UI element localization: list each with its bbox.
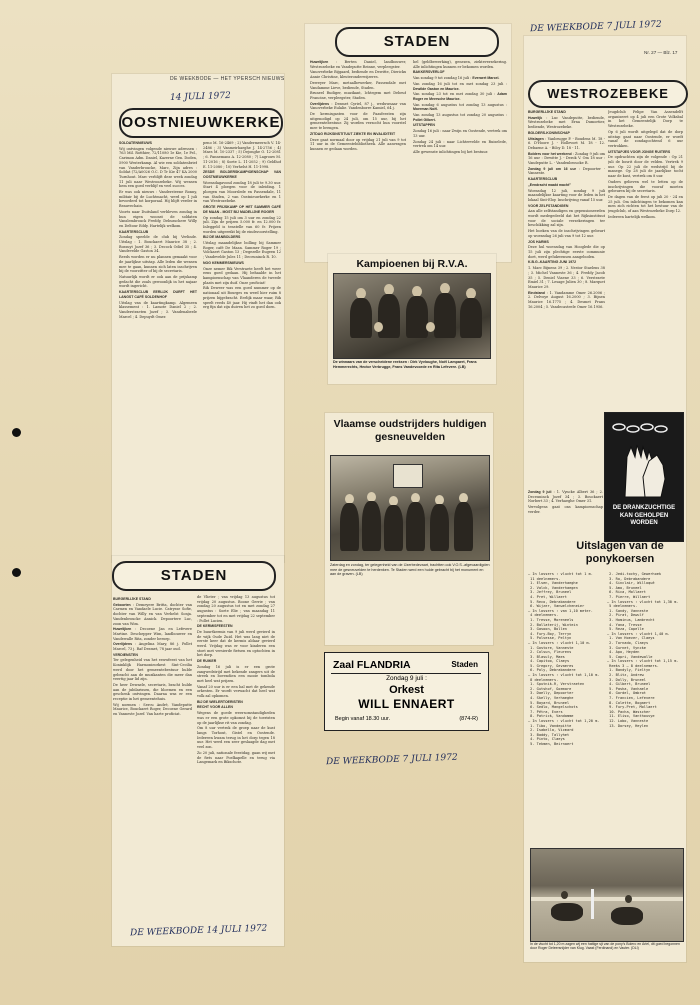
section-westrozebeke: WESTROZEBEKE [528,80,688,108]
rva-photo [333,273,491,359]
ad-town: Staden [451,660,478,669]
ponykoersen-photo [530,848,684,942]
header-left: DE WEEKBODE — HET YPERSCH NIEUWS [170,76,285,82]
advertisement-zaal-flandria [324,652,489,731]
article-westrozebeke-col1: BURGERLIJKE STAND Huwelijk : Luc Vandeputte, bediende, Westrozebeke met Erna Dumortier, bediende, Westrozebeke. BOLDERS-KONINSCHAP Uitslagen : Vanbrugge P. - Boudens M. 18 - 6. D'Hoore J. - Hollevoet M. 18 - 12. Debaene A. - Bilcy D. 18 - 11. Bolders voor het weekend : Zondag 9 juli om 16 uur : Dewitte J. - Derok V. Om 18 uur : Vandeputte L. - Vandenbroucke R. Zondag 9 juli om 16 uur : Depoorter - Vanneste. KAARTERSCLUB „Eendracht maakt macht” Woensdag 12 juli, zondag 9 juli maandelijkse kaarting voor de leden in het lokaal Sint-Eloy. Inschrijving vanaf 15 uur. VOOR ZELFSTANDIGEN Aan alle zelfstandigen en gepensioneerden wordt medegedeeld dat het Rijksinstituut voor de sociale verzekeringen ter beschikking zal zijn. Het boeken van de inschrijvingen gebeurt op woensdag 26 juli van 9 tot 12 uur. JOS HARMS Deze hul woensdag van Hooglede die op 15 juli zijn plechtige eerste communie doet, werd gelukwensen aangeboden. K.B.G.-KAARTING JUNI 1972 1. Marc Bijnens 39 ; 2. Nestor Staelens 38 ; 3. Michel Vanneste 36 ; 4. Freddy Jacob 35 ; 5. Deniel Viaene 33 ; 6. Verstraete Emiel 31 ; 7. Lesage Julien 30 ; 8. Marquet Maurice 29. Eindstand : 1. Vandamme Omer 26.2006 ; 2. Delvoye August 16.2000 ; 3. Bijnen Maurice 16.1775 ; 4. Desmet Frans 16.2004 ; 5. Vandecasteele Omer 16.1956. [528,110,605,309]
binder-hole-top [12,428,21,437]
ad-begin: Begin vanaf 18.30 uur. [335,716,391,722]
rva-photo-caption: De winnaars van de verscheidene reeksen : Dirk Vyvloughe, Noël Lampaert, Frans Hemmerechts, Hector Verbrugge, Frans Vandevoorde en Rita Lefevere. (LB) [333,360,477,369]
ponykoersen-results-col1: — In lossers : vlucht tot 1 m. 11 deelnemers. 1. Elsen, Vanderhaeghe 2. Valck, Vanderhaegen 3. Jeffrey, Bruneel 4. Pret, Willaert 5. Reco, Debrabandere 6. Wijzer, Vanwelcheneier — In lossers : van 1,10 meter. 4 deelnemers. 1. Tresse, Moreneels 2. Ballaterij, Wintein 3. Gasoon, Bollen 4. Fury-Boy, Terryn 5. Polvesse, Peltyn — In lossers : vlucht 1,10 m. 1. Gostore, Vanneste 2. Colsun, Fleurens 3. Blasuly, Maes 4. Capitoo, Claeys 5. Gregory, Gevaeres 6. Poly, Debrabandere — In lossers : vlucht tot 1,10 m. 8 deelnemers. 1. Sputnik-R, Verstraeten 2. Gutshof, Goemare 3. Daelly, Depoorter 4. Skelly, Verhaeghe 5. Bayard, Bruneel 6. Sedlo, Mangelschots 7. Pétra, Evers 8. Patrick, Vandamme — In lossers : vlucht tot 1,20 m. 1. Tibo, Vandepitte 2. Isabella, Vicmard 3. Baddy, Tallyhet 4. Pinto, Claeys 5. Tekmen, Beirnaert [528,572,600,746]
ad-venue: Zaal FLANDRIA [333,659,411,671]
article-staden-bottom-col1: BURGERLIJKE STAND Geboorten : Demeyere Britta, dochter van Carmen en Vandaele Lucie. Catrysse Sofie, dochter van Willy en van Verhelst Sonja. Vandenbroucke Annick. Depoortere Luc, zoon van Wim. Huwelijken : Decoene Jan en Lefevere Martine. Deschepper Wim, landbouwer en Vandewalle Rita, zonder beroep. Overlijdens : Angelina Mary, 86 j. Pollet Marcel, 73 j. Raf Desmet, 78 jaar oud. VERDIENSTEN Ter gelegenheid van het eeuwfeest van het Koninklijk Harmonieorkest Sint-Cecilia werd door het gemeentebestuur hulde gebracht aan de muzikanten die meer dan veertig jaar lid zijn. De heer Dewaele, secretaris, bracht hulde aan de jubilarissen, die bloemen en een geschenk ontvingen. Daarna was er een receptie in het gemeentehuis. Wij noemen : Sercu André, Vandeputte Maurice, Bouckaert Roger, Decoene Gerard en Vanneste Jozef. Van harte proficiat. [113,597,192,717]
ad-ref: (874-R) [459,716,478,722]
article-staden-bottom-col2: de Vlieter ; van vrijdag 13 augustus tot vrijdag 20 augustus. Boone Gerrie ; van zondag 20 augustus tot en met zondag 27 augustus : Soete Elie ; van maandag 11 september tot en met vrijdag 22 september : Pollet Lucien. DE KERMISFEESTEN De buurtkermis van 9 juli werd gevierd in de wijk Oude Zuid. Het was lang niet de eerste keer dat de kermis aldaar gevierd werd. Vrijdag was er voor kinderen een stoet met versierde fietsen en optochten in het dorp. DE RUIKER Zondag 16 juli is er een grote zangwedstrijd met bekende zangers uit de streek en bovendien een mooie tombola met heel wat prijzen. Vanaf 20 uur is er een bal met de gekende orkesten. Er wordt verwacht dat heel wat volk zal opkomen. BIJ DE WIELERTOERISTEN RECHT VOOR ALLEN Wegens de goede weersomstandigheden was er een grote opkomst bij de toeristen op de jaarlijkse rit van zondag. Om 8 uur vertrok de groep naar de kust langs Torhout, Gistel en Oostende. Iedereen kwam terug in het dorp tegen 18 uur. Het werd een zeer geslaagde dag met veel zon. Zo 20 juli, nationale feestdag, gaan wij met de fiets naar Poelkapelle en terug via Langemark en Bikschote. [197,595,275,765]
ad-date: Zondag 9 juli : [386,675,427,682]
article-westrozebeke-col1-cont: Zondag 9 juli : 1. Vyncke Albert 36 ; 2. Deceuninck Jozef 34 ; 3. Bouckaert Norbert 33 ; 4. Verhaeghe Omer 31. Vervolgens gaat ons kampioenschap verder. [528,490,603,514]
ad-act-label: Orkest [389,684,424,696]
vlaamse-photo-caption: Zaterdag en zondag, ter gelegenheid van de IJzerbedevaart, trachtten ook V.O.S.-afgevaardigden mee de gesneuvelden te herdenken. Te Staden werd een hulde gebracht bij het monument en aan de graven. (LB) [330,563,490,577]
ponykoersen-results-col2: 2. Jedi-tochy, Gewerhoek 3. Ro, Debrabandere 4. Sinclair, Willoqué 5. Amo, Bruneel 6. Rica, Mollaert 7. Pierre, Willaert — In lossers : vlucht tot 1,30 m. 5 deelnemers. 1. Sandy, Vanneste 2. Pirat, Dewulf 3. Hominus, Lambrecht 4. Yana, Tresse 5. Reza, Capelle — In lossers : vlucht 1,40 m. 1. Van Hoever, Claeys 2. Tornado, Claeys 3. Gurnet, Vyncke 4. Apo, Heyden 5. Capri, Vandewalle — In lossers : vlucht tot 1,15 m. Reeks 3 — 8 deelnemers. 1. Bandyly, Fieltyn 2. Blitz, Andrew 3. Dolly, Bruneel 4. Gilbert, Bruneel 5. Pasha, Vanhaele 6. Gordel, Ombrot 7. Francien, Lefevere 8. Colette, Bogaert 9. Fury-Pret, Mollaert 10. Pacha, Wasscher 11. Eliso, Vanthouvye 12. Lobo, Vanneste 13. Dorsey, Heylen [607,572,679,728]
article-oostnieuwkerke-col2: peno M. 16-2469 ; 2) Vandermeersch V. 14-2486 ; 3) Vanmeirhaeghe J. 14-2756 ; 4) Maes M. 10-2337 ; 5) Dejonghe O. 12-2081 ; 6. Pannemans A. 12-2080 ; 7) Lagrouw M. 11-2016 ; 8) Soete L. 11-2052 ; 9) Geldhof E. 11-2080 ; 10) Verhelst H. 11-1998. ZESDE BOLDERSKAMPIOENSCHAP VAN OOSTNIEUWKERKE Woensdagavond zondag 18 juli te 9.30 uur. Start 4 ploegen voor de inleiding. 1 ploegen van Moorslede en Passendale, 11 van Staden, 2 van Oostnieuwkerke en 1 van Westrozebeke. GROTE PRIJSKAMP OP HET SAMMER CAFÉ DE MAAN - MOST BIJ MADELIJNE ROGER Op zondag 15 juli om 3 uur en zondag 22 juli. Zijn de prijzen 5.000 fr. en 12.000 fr. Inleggeld is tenstelle van 60 fr. Prijzen worden uitgereikt bij de eindsvoorstelling. BIJ DE MANBOLDERS Uitslag maandelijkse bolling bij Sammer Roger, café De Maan. Sammer Roger 19 ; Volckaert Gaston 13 ; Degezelle Eugeen 12 ; Vandevelde Jules 11 ; Deceuninck R. 10. NOG KEMMERSNIEUWS Onze nemer Rik Verstraete heeft het weer eens goed gedaan. Hij behaalde in het kampioenschap van Vlaanderen de tweede plaats met zijn duif. Onze proficiat! Rik Deweer was een goed nummer op de nationaal uit Bourges en werd hier ruim 8 prijzen bijgebracht. Eerlijk maar waar, Rik speelt reeds 40 jaar. Hij vindt het dan ook erg fijn dat zijn duiven het zo goed doen. [203,141,281,310]
handwritten-date-mid: DE WEEKBODE 7 JULI 1972 [325,752,458,768]
ad-act-name: WILL ENNAERT [358,697,455,711]
article-staden-top-col1: Huwelijken : Berten Daniel, landbouwer, Westrozebeke en Vandeputte Reinne, verpleegster. Vanoverbeke Bijgaard, bediende en Dewitte, Dierickx Annie Christine, kleuteronderwijzeres. Deweyer Marc, metaalbewerker, Passendale met Vandamme Lieve, bediende, Staden. Bruneel Rudiger, muzikant, Ichtegem met Debeuf Francine, verpleegster, Staden. Overlijdens : Desmet Cyriel, 87 j., weduwnaar van Vanoverbeke Eulalie. Vandenborre Kamiel, 64 j. De kermisgasten voor de Paasfeesten zijn uitgenodigd op 24 juli, om 15 uur, bij het gemeentebestuur. Zij worden verzocht hun voorstel mee te brengen. ZITDAG RIJKSINSTITUUT ZIEKTE EN INVALIDITEIT Deze gaat normaal door op vrijdag 21 juli van 9 tot 11 uur in de Gemeentebibliotheek. Alle aanvragen kunnen er gedaan worden. [310,60,406,151]
handwritten-date-bottom: DE WEEKBODE 14 JULI 1972 [129,923,268,939]
ponykoersen-title: Uitslagen van de ponykoersen [576,540,664,565]
vlaamse-photo-title: Vlaamse oudstrijders huldigen gesneuvelden [333,418,487,443]
advertisement-drankzuchtige [604,412,684,542]
section-staden-bottom: STADEN [112,561,276,591]
rva-photo-title: Kampioenen bij R.V.A. [356,258,468,270]
article-oostnieuwkerke-col1: SOLDATENNIEUWS Wij ontvingen volgende nieuwe adressen : 763 Mil. Rotthier, 72/11080 1e Kie, 1e Pel., Carimon Adm. Daniel, Kazerne Gen. Doden, 5900 Westerkamp. Al wie een soldatenbrief van Vanderbroucke, Marc, Zijn adres : Soldat (72/A0026 O.C. D Tr Kie 47 KA 2000 Turnhout. Marc verblijft deze week zondag 11 juli naar Westroozebeke. Wij wensen hem een goed verblijf en veel succes. Er was ook nieuws : Vandersteene Ronny, militair bij de Luchtmacht, werd op 1 juli bevorderd tot korporaal. Hij blijft verder in Beauvechain. Voorts naar Duitsland verbleven zondag in hun eigen woonst de soldaten Vanslembrouck Freddy, Debusschere Willy en Deltour Eddy. Hartelijk welkom. KAARTERSCLUB Zondag speelde de club bij Verlinde. Uitslag : 1. Bouckaert Maurice 38 ; 2. Bossuyt Jozef 36 ; 3. Decock Odiel 35 ; 4. Vandevelde Gaston 34. Reeds worden er nu plannen gemaakt voor de jaarlijkse uitstap. Alle leden die wensen mee te gaan, kunnen zich laten inschrijven bij de voorzitter of bij de secretaris. Natuurlijk wordt er ook aan de prijskamp gedacht die zoals gewoonlijk in het najaar wordt ingericht. KAARTERSCLUB EERLIJK DURFT HET LANGST CAFÉ SOLDENHOF Uitslag van de kaartingkamp. Algemeen klassement : 1. Lamote Daniel 2 ; 2. Vanderstraeten Jozef ; 3. Vandenabeele Marcel ; 4. Depuydt Omer. [119,141,197,319]
ponykoersen-photo-caption: In de vlucht tot 1,20 m zagen wij een hattige sjt van de pony’s Bolero en Ariel, dit goed begonnen door Roger Deleersnijder van Klug. Vaast (Ferdinand) en Vauter. (DLI) [530,942,680,951]
article-westrozebeke-col2: Jeugdclub Felipe Van Assendelft organiseert op 4 juli een Grote Volksbal in het Gemeentelijk Dorp te Westrozebeke. Op 6 juli wordt uitgelegd dat de dorp uitstap gaat naar Oostende, er wordt vanaf de zondagochtend 6 uur vertrokken. UITSTAPJES VOOR JONGE RUITERS De opdrachten zijn de volgende : Op 21 juli de bosrit door de velden. Vertrek 9 uur. Op 22 juli de wedstrijd bij de manege. Op 28 juli de jaarlijkse tocht naar de kust, vertrek om 8 uur. Ouders gelieven wel te letten op de inschrijvingen die vooraf moeten gebeuren bij de secretaris. De dagen van de feest op juli 20 - 24 en 25 juli. Om inlichtingen te bekomen kan men zich richten tot het bestuur van de jeugdclub, of aan Westrozebeke Dorp 12. Iedereen hartelijk welkom. [608,110,683,219]
hands-chain-icon [605,417,683,503]
section-oostnieuwkerke: OOSTNIEUWKERKE [119,108,283,138]
article-staden-top-col2: hel (geldbewerking), genezen, ziekteverzekering. Alle inlichtingen kunnen er bekomen worden. BAKKERSVERLOF Van zondag 9 tot zondag 16 juli : Everaert Marcel. Van zondag 16 juli tot en met zondag 23 juli : Dewilde Gaston en Maurice. Van zondag 23 tot en met zondag 30 juli : Adam Roger en Meersche Maurice. Van zondag 6 augustus tot zondag 13 augustus : Moerman Noël. Van zondag 13 augustus tot zondag 20 augustus : Pollet Gilbert. UITSTAPPEN Zondag 16 juli : naar Zwijn en Oostende, vertrek om 13 uur. Zondag 24 juli : naar Lichtervelde en Ruiselede, vertrek om 14 uur. Alle gewenste inlichtingen bij het bestuur. [413,60,507,154]
handwritten-date-top-right: DE WEEKBODE 7 JULI 1972 [529,19,662,35]
vlaamse-photo [330,455,490,561]
header-right: Nr. 27 — Blz. 17 [644,50,678,55]
section-staden-top: STADEN [335,27,499,57]
drankzuchtige-slogan: DE DRANKZUCHTIGE KAN GEHOLPEN WORDEN [612,505,676,526]
handwritten-date-top-left: 14 JULI 1972 [169,90,231,104]
binder-hole-bottom [12,568,21,577]
